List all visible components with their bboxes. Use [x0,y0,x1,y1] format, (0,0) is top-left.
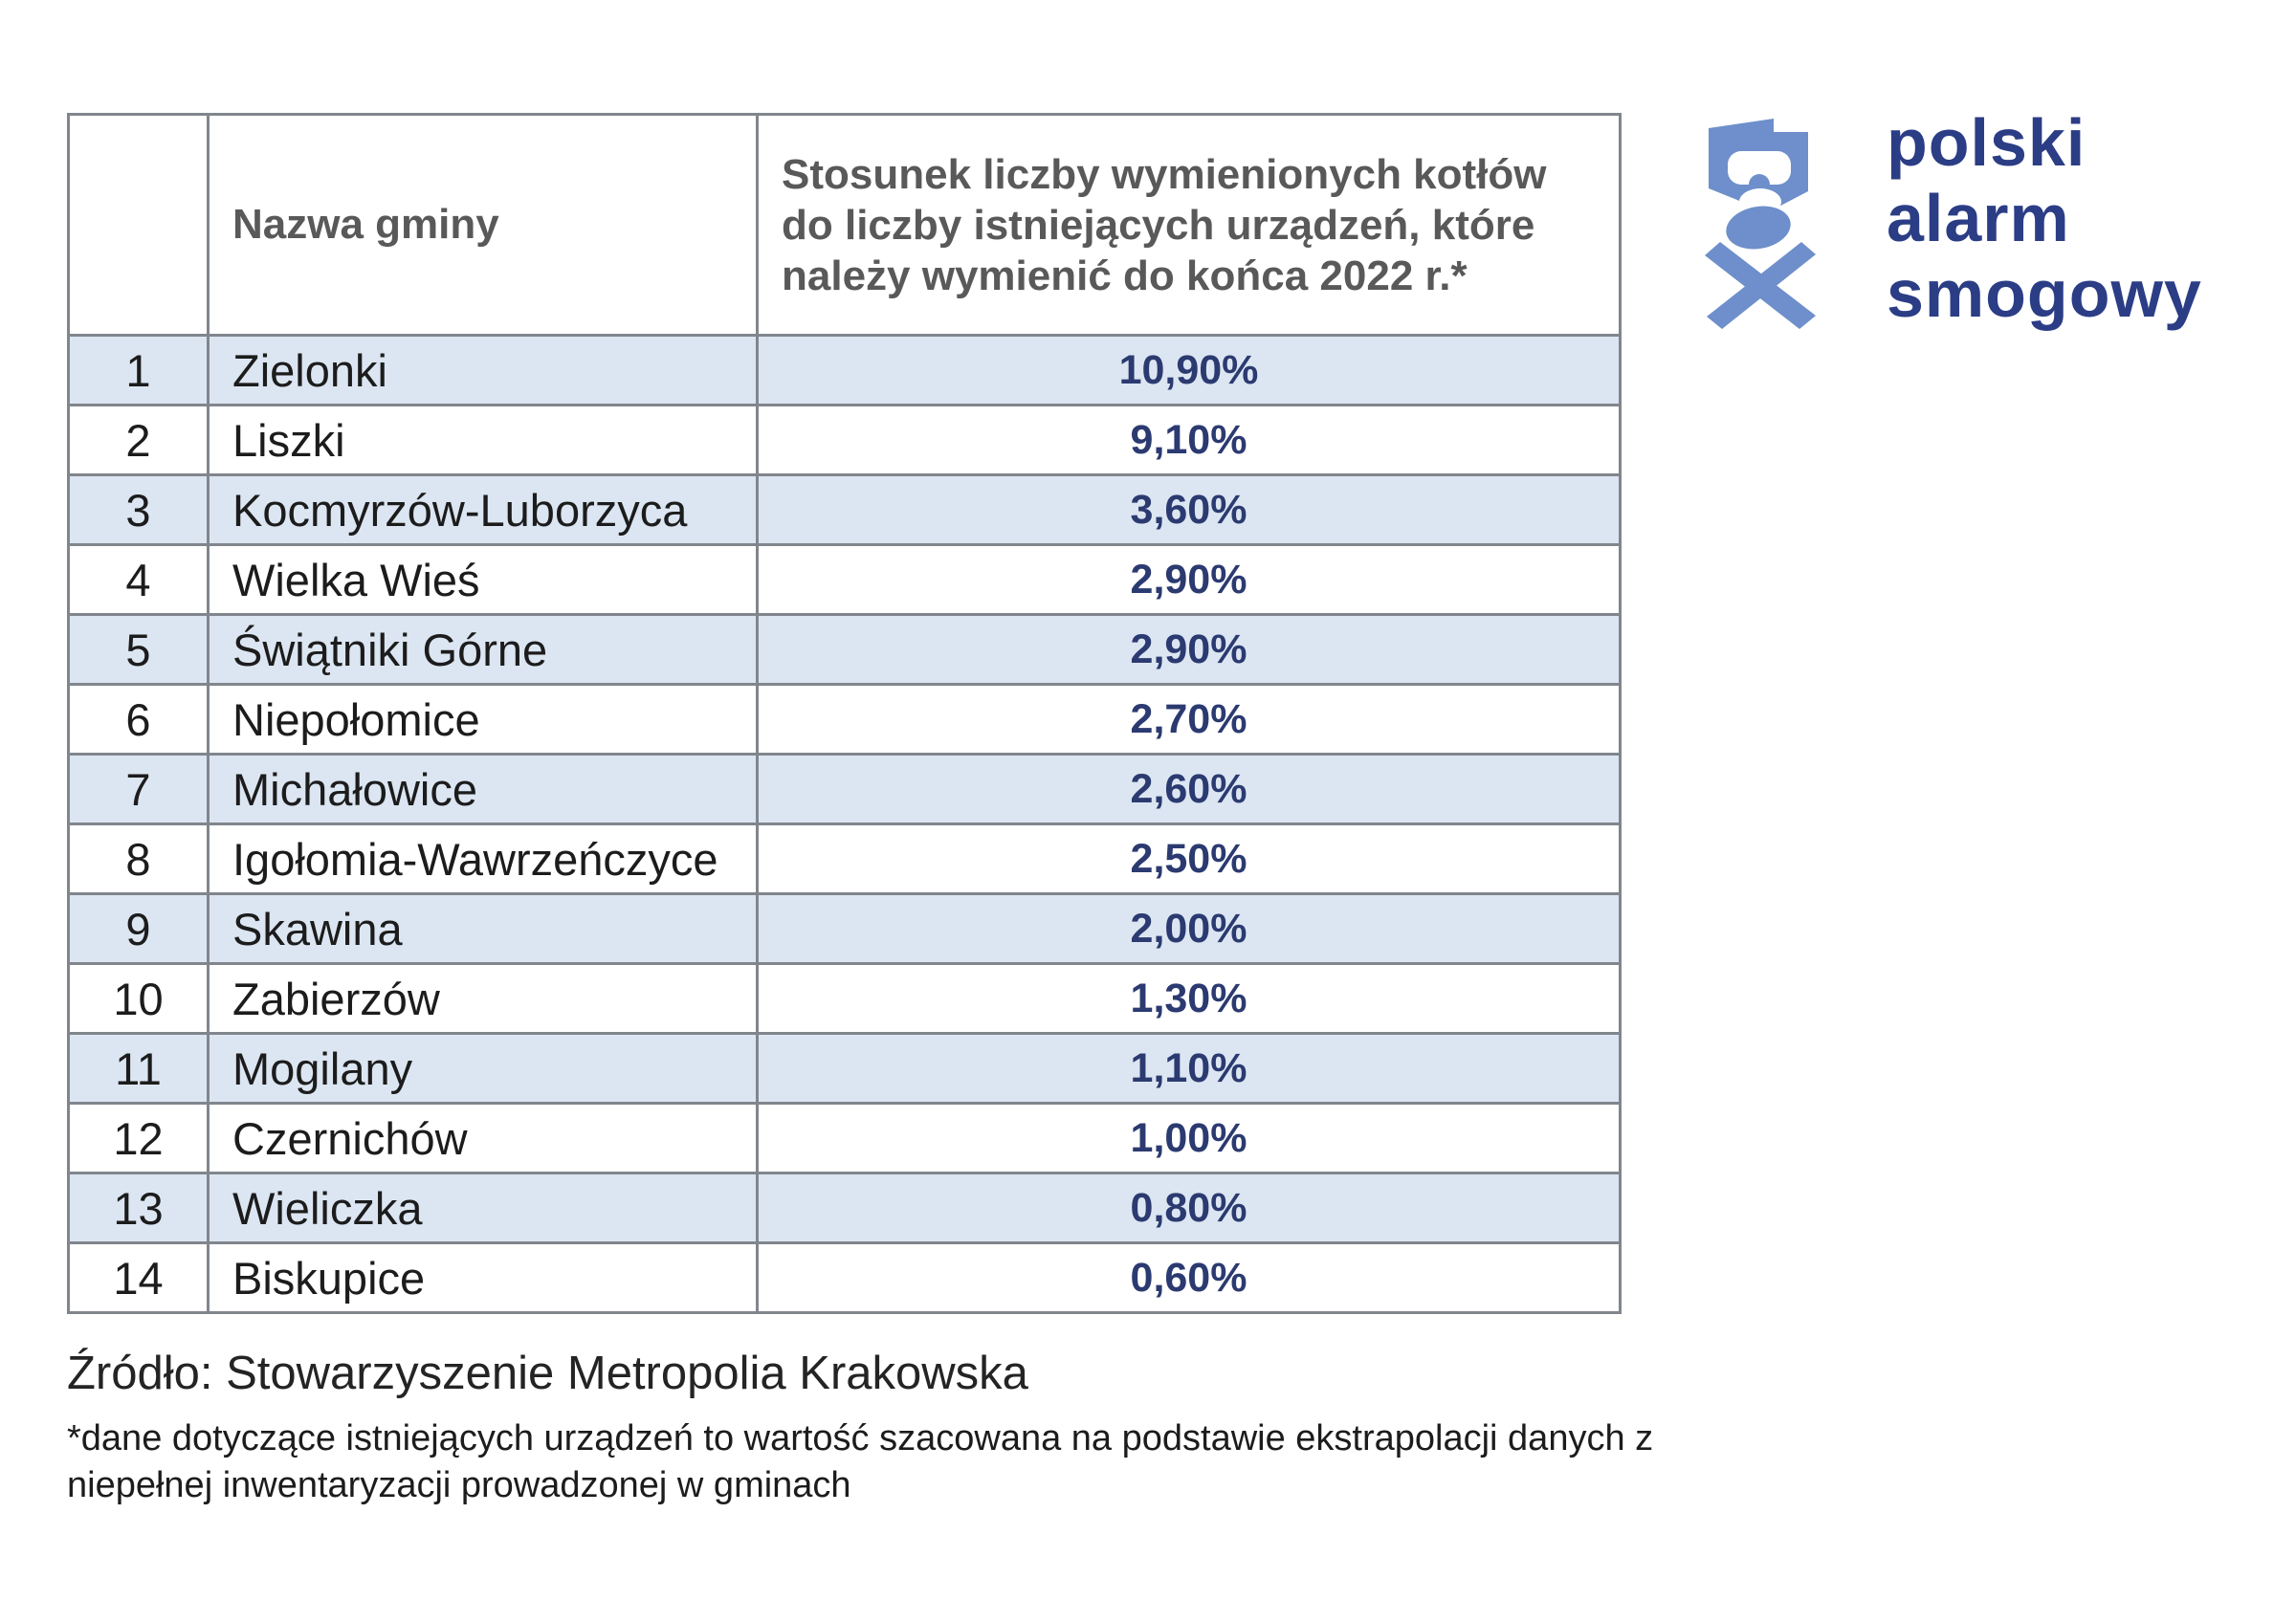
ratio-header-line: Stosunek liczby wymienionych kotłów [782,150,1547,198]
ratio-header-line: należy wymienić do końca 2022 r.* [782,252,1468,299]
rank-column-header [69,115,209,336]
gmina-cell: Skawina [209,894,758,964]
source-text: Źródło: Stowarzyszenie Metropolia Krakowska [67,1348,1028,1399]
table-row [69,685,1621,755]
table-row [69,336,1621,406]
table-row [69,475,1621,545]
gmina-cell: Zielonki [209,336,758,406]
rank-cell: 1 [69,336,209,406]
gmina-column-header: Nazwa gminy [209,115,758,336]
table-row [69,755,1621,824]
value-cell: 9,10% [758,406,1621,475]
value-cell: 0,80% [758,1173,1621,1243]
boiler-replacement-table [67,113,1622,1314]
table-row [69,1034,1621,1104]
table-row [69,894,1621,964]
value-cell: 3,60% [758,475,1621,545]
value-cell: 2,00% [758,894,1621,964]
rank-cell: 12 [69,1104,209,1173]
rank-cell: 10 [69,964,209,1034]
gmina-cell: Świątniki Górne [209,615,758,685]
gmina-cell: Michałowice [209,755,758,824]
table-row [69,1243,1621,1313]
gmina-cell: Wielka Wieś [209,545,758,615]
rank-cell: 9 [69,894,209,964]
table-row [69,1104,1621,1173]
gmina-cell: Wieliczka [209,1173,758,1243]
logo-line: smogowy [1887,256,2202,331]
table-row [69,824,1621,894]
gmina-cell: Czernichów [209,1104,758,1173]
footnote-line: *dane dotyczące istniejących urządzeń to wartość szacowana na podstawie ekstrapolacji danych z [67,1418,1654,1459]
value-cell: 2,70% [758,685,1621,755]
table-row [69,964,1621,1034]
value-cell: 0,60% [758,1243,1621,1313]
logo-line: alarm [1887,181,2070,255]
table-header-row [69,115,1621,336]
table-row [69,545,1621,615]
value-cell: 2,90% [758,545,1621,615]
ratio-column-header [758,115,1621,336]
gmina-cell: Igołomia-Wawrzeńczyce [209,824,758,894]
rank-cell: 7 [69,755,209,824]
rank-cell: 11 [69,1034,209,1104]
value-cell: 10,90% [758,336,1621,406]
rank-cell: 6 [69,685,209,755]
skull-gas-mask-crossbones-icon [1705,117,1824,330]
rank-cell: 13 [69,1173,209,1243]
gmina-cell: Biskupice [209,1243,758,1313]
rank-cell: 8 [69,824,209,894]
footnote-text [67,1415,1653,1509]
pas-logo-wordmark [1887,105,2202,332]
rank-cell: 5 [69,615,209,685]
rank-cell: 3 [69,475,209,545]
ratio-header-line: do liczby istniejących urządzeń, które [782,201,1535,249]
value-cell: 1,00% [758,1104,1621,1173]
gmina-cell: Mogilany [209,1034,758,1104]
value-cell: 2,90% [758,615,1621,685]
gmina-cell: Zabierzów [209,964,758,1034]
logo-line: polski [1887,105,2086,180]
footnote-line: niepełnej inwentaryzacji prowadzonej w gminach [67,1465,851,1505]
value-cell: 2,60% [758,755,1621,824]
gmina-cell: Kocmyrzów-Luborzyca [209,475,758,545]
gmina-cell: Niepołomice [209,685,758,755]
gmina-cell: Liszki [209,406,758,475]
table-row [69,615,1621,685]
table-row [69,1173,1621,1243]
rank-cell: 14 [69,1243,209,1313]
rank-cell: 4 [69,545,209,615]
table-row [69,406,1621,475]
value-cell: 1,10% [758,1034,1621,1104]
rank-cell: 2 [69,406,209,475]
value-cell: 1,30% [758,964,1621,1034]
value-cell: 2,50% [758,824,1621,894]
